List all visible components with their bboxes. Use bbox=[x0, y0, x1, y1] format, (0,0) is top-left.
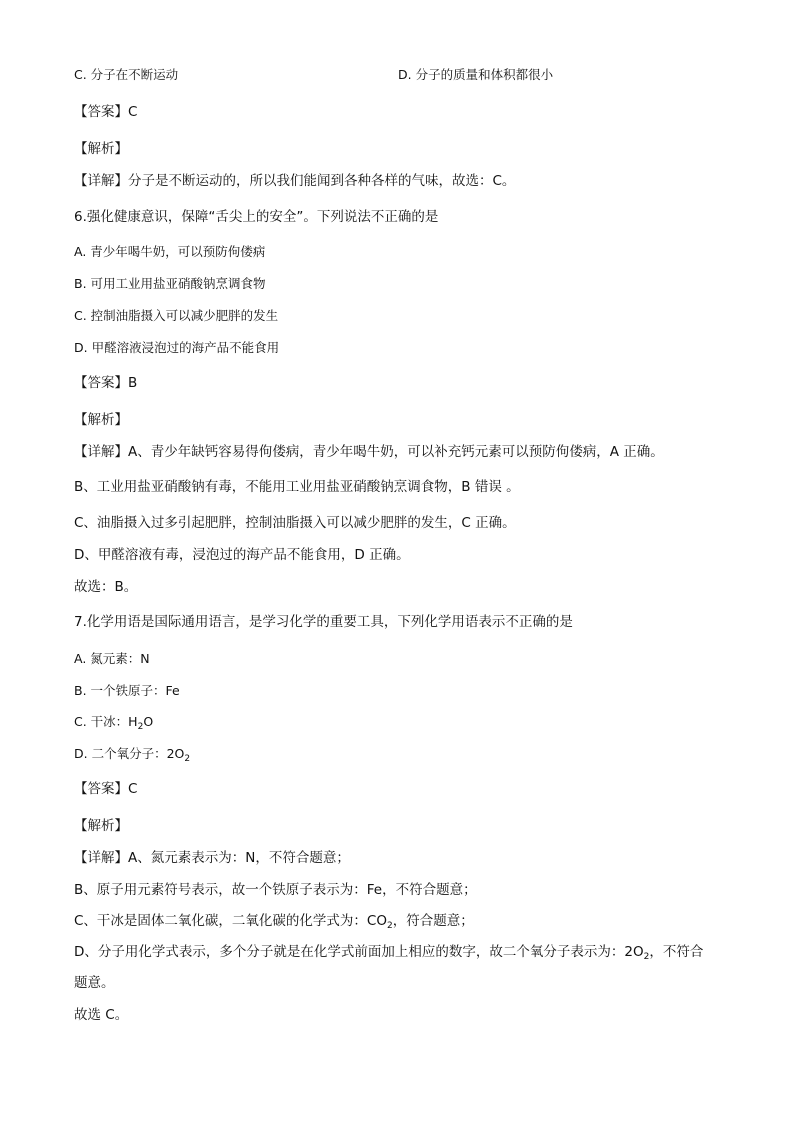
q7-detail-c: C、干冰是固体二氧化碳，二氧化碳的化学式为：$CO_2$，符合题意； bbox=[74, 913, 474, 931]
answer-tag: 【答案】 bbox=[74, 375, 128, 391]
answer-value: C bbox=[128, 781, 138, 797]
answer-tag: 【答案】 bbox=[74, 104, 128, 120]
q7-option-c: C. 干冰：$H_2O$ bbox=[74, 714, 154, 732]
q5-option-c: C. 分子在不断运动 bbox=[74, 67, 179, 82]
q6-option-d: D. 甲醛溶液浸泡过的海产品不能食用 bbox=[74, 340, 280, 355]
q7-option-d: D. 二个氧分子：$2O_2$ bbox=[74, 746, 191, 764]
detail-tag: 【详解】 bbox=[74, 173, 128, 189]
detail-text: 分子是不断运动的，所以我们能闻到各种各样的气味，故选：C。 bbox=[128, 173, 516, 189]
q7-option-b: B. 一个铁原子：Fe bbox=[74, 683, 180, 698]
q6-detail-2: B、工业用盐亚硝酸钠有毒，不能用工业用盐亚硝酸钠烹调食物，B 错误 。 bbox=[74, 479, 520, 495]
q7-detail-d: D、分子用化学式表示，多个分子就是在化学式前面加上相应的数字，故二个氧分子表示为：$2O_2$，不符合 bbox=[74, 944, 704, 962]
q6-analysis-tag: 【解析】 bbox=[74, 412, 128, 428]
q6-detail-4: D、甲醛溶液有毒，浸泡过的海产品不能食用，D 正确。 bbox=[74, 547, 410, 563]
q5-analysis-tag: 【解析】 bbox=[74, 141, 128, 157]
q6-option-c: C. 控制油脂摄入可以减少肥胖的发生 bbox=[74, 308, 279, 323]
q5-answer bbox=[74, 103, 137, 121]
q7-analysis-tag: 【解析】 bbox=[74, 818, 128, 834]
answer-value: B bbox=[128, 375, 138, 391]
answer-value: C bbox=[128, 104, 138, 120]
q6-option-b: B. 可用工业用盐亚硝酸钠烹调食物 bbox=[74, 276, 266, 291]
q5-option-d: D. 分子的质量和体积都很小 bbox=[398, 67, 554, 82]
q6-option-a: A. 青少年喝牛奶，可以预防佝偻病 bbox=[74, 244, 266, 259]
q7-question: 7.化学用语是国际通用语言，是学习化学的重要工具，下列化学用语表示不正确的是 bbox=[74, 614, 573, 630]
q6-conclusion: 故选：B。 bbox=[74, 579, 138, 595]
q7-detail-d-cont: 题意。 bbox=[74, 975, 115, 991]
q6-question: 6.强化健康意识，保障“舌尖上的安全”。下列说法不正确的是 bbox=[74, 209, 439, 225]
detail-tag: 【详解】 bbox=[74, 850, 128, 866]
q5-detail bbox=[74, 172, 515, 190]
q6-detail-3: C、油脂摄入过多引起肥胖，控制油脂摄入可以减少肥胖的发生，C 正确。 bbox=[74, 515, 516, 531]
detail-tag: 【详解】 bbox=[74, 444, 128, 460]
q7-detail-b: B、原子用元素符号表示，故一个铁原子表示为：Fe，不符合题意； bbox=[74, 882, 477, 898]
q6-answer bbox=[74, 374, 137, 392]
detail-text: A、青少年缺钙容易得佝偻病，青少年喝牛奶，可以补充钙元素可以预防佝偻病，A 正确。 bbox=[128, 444, 664, 460]
answer-tag: 【答案】 bbox=[74, 781, 128, 797]
q7-conclusion: 故选 C。 bbox=[74, 1007, 129, 1023]
q7-answer bbox=[74, 780, 137, 798]
q7-detail-a: 【详解】A、氮元素表示为：N，不符合题意； bbox=[74, 850, 350, 866]
q6-detail-1 bbox=[74, 443, 664, 461]
q7-option-a: A. 氮元素：N bbox=[74, 651, 150, 666]
